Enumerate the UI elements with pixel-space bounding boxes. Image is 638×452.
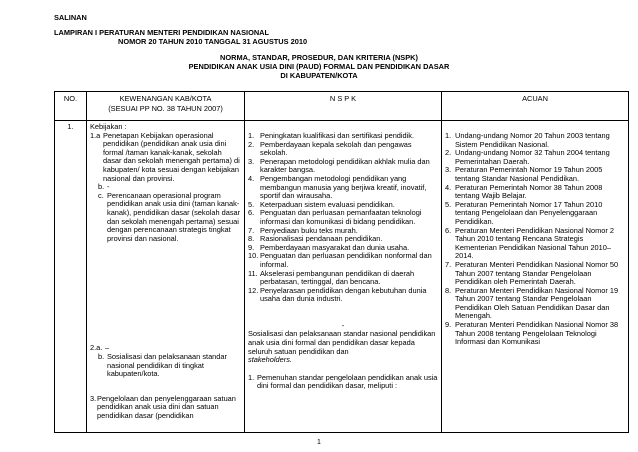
list-item (445, 227, 625, 261)
table-header-row (55, 92, 629, 121)
item-number: 6. (248, 208, 255, 218)
nspk-stakeholders: stakeholders. (248, 355, 292, 365)
nspk-dash: - (341, 320, 345, 330)
list-item (248, 252, 438, 269)
nspk-cell (245, 121, 442, 433)
item-text: Penguatan dan perluasan pemanfaatan teknologi informasi dan komunikasi di bidang pendidikan. (260, 208, 422, 226)
item-number: 2.a. (90, 343, 103, 353)
item-text: Peraturan Menteri Pendidikan Nasional Nomor 38 Tahun 2008 tentang Pengelolaan Teknologi Informasi dan Komunikasi (455, 320, 619, 347)
col-header-nspk: N S P K (245, 92, 442, 121)
item-text: Pemberdayaan kepala sekolah dan pengawas sekolah. (260, 139, 412, 158)
item-number: b. (98, 182, 105, 192)
kebijakan-label: Kebijakan : (90, 122, 127, 131)
item-text: Pemenuhan standar pengelolaan pendidikan anak usia dini formal dan pendidikan dasar, meliputi : (257, 372, 438, 391)
item-number: 9. (248, 242, 255, 252)
item-text: Rasionalisasi pendanaan pendidikan. (260, 234, 383, 244)
list-item (445, 132, 625, 149)
item-number: 12. (248, 285, 259, 295)
item-text: Peraturan Pemerintah Nomor 17 Tahun 2010 tentang Pengelolaan dan Penyelenggaraan Pendidikan. (455, 199, 603, 226)
nspk-item-pemenuhan (248, 374, 438, 391)
item-number: b. (98, 351, 105, 361)
item-text: Penerapan metodologi pendidikan akhlak mulia dan karakter bangsa. (260, 156, 430, 175)
item-number: 3. (445, 165, 452, 175)
doc-title-1: NORMA, STANDAR, PROSEDUR, DAN KRITERIA (NSPK) (220, 53, 418, 62)
nspk-list (248, 132, 438, 304)
salinan-label: SALINAN (54, 13, 87, 22)
col-header-no: NO. (55, 92, 87, 121)
kewenangan-cell (87, 121, 245, 433)
item-number: 1. (248, 131, 255, 140)
item-text: Undang-undang Nomor 32 Tahun 2004 tentang Pemerintahan Daerah. (455, 148, 610, 166)
lampiran-line-2: NOMOR 20 TAHUN 2010 TANGGAL 31 AGUSTUS 2010 (118, 37, 308, 46)
item-text: Peraturan Menteri Pendidikan Nasional Nomor 50 Tahun 2007 tentang Standar Pengelolaan Pendidikan oleh Pemerintah Daerah. (455, 259, 619, 287)
col-header-kewenangan-line2: (SESUAI PP NO. 38 TAHUN 2007) (108, 104, 223, 113)
list-item (445, 321, 625, 347)
item-number: 1.a (90, 130, 101, 140)
item-number: 8. (445, 285, 452, 295)
item-text: Pengembangan metodologi pendidikan yang membangun manusia yang berjiwa kreatif, inovatif, sportif dan wirausaha. (260, 173, 427, 201)
item-text: Penyediaan buku teks murah. (260, 225, 358, 235)
acuan-cell (442, 121, 629, 433)
item-number: 10. (248, 251, 259, 261)
item-text: Peraturan Menteri Pendidikan Nasional Nomor 2 Tahun 2010 tentang Rencana Strategis Kementerian Pendidikan Nasional Tahun 2010–2014. (455, 225, 614, 261)
list-item (445, 287, 625, 321)
kewenangan-item-1a (90, 132, 241, 184)
kewenangan-item-3 (90, 395, 241, 421)
item-text: Pengelolaan dan penyelenggaraan satuan pendidikan anak usia dini dan satuan pendidikan dasar (pendidikan (97, 393, 236, 420)
item-number: 1. (445, 131, 452, 140)
list-item (248, 209, 438, 226)
item-text: – (105, 343, 110, 353)
col-header-kewenangan (87, 92, 245, 121)
item-text: - (107, 182, 110, 192)
acuan-list (445, 132, 625, 347)
item-number: 1. (248, 372, 255, 382)
list-item (445, 261, 625, 287)
item-number: 7. (248, 225, 255, 235)
item-text: Peraturan Menteri Pendidikan Nasional Nomor 19 Tahun 2007 tentang Standar Pengelolaan Pendidikan Oleh Satuan Pendidikan Dasar dan Menengah. (455, 285, 619, 321)
lampiran-line-1: LAMPIRAN I PERATURAN MENTERI PENDIDIKAN NASIONAL (54, 28, 270, 37)
page-number: 1 (317, 439, 321, 446)
table-row (55, 121, 629, 433)
list-item (445, 184, 625, 201)
item-number: 3. (248, 156, 255, 166)
list-item (248, 141, 438, 158)
item-number: 4. (445, 182, 452, 192)
nspk-sosialisasi: Sosialisasi dan pelaksanaan standar nasional pendidikan anak usia dini formal dan pendidikan dasar kepada seluruh satuan pendidikan dan (248, 329, 436, 356)
item-text: Peraturan Pemerintah Nomor 38 Tahun 2008 tentang Wajib Belajar. (455, 182, 603, 201)
item-number: 9. (445, 320, 452, 330)
item-text: Penyelarasan pendidikan dengan kebutuhan dunia usaha dan dunia industri. (260, 285, 427, 304)
item-number: 6. (445, 225, 452, 235)
list-item (248, 287, 438, 304)
list-item (248, 175, 438, 201)
item-text: Perencanaan operasional program pendidikan anak usia dini (taman kanak-kanak), pendidikan dasar (sekolah dasar dan sekolah menengah pertama) sesuai dengan perencanaan strategis tingkat provinsi dan nasional. (107, 190, 241, 243)
list-item (445, 201, 625, 227)
item-text: Keterpaduan sistem evaluasi pendidikan. (260, 199, 395, 209)
row-number: 1. (55, 121, 87, 433)
list-item (445, 166, 625, 183)
kewenangan-item-2b (90, 353, 241, 379)
item-number: 2. (445, 148, 452, 158)
doc-title-3: DI KABUPATEN/KOTA (280, 71, 358, 80)
item-number: 8. (248, 234, 255, 244)
kewenangan-item-1c (90, 192, 241, 244)
list-item (445, 149, 625, 166)
col-header-acuan: ACUAN (442, 92, 629, 121)
item-number: 7. (445, 259, 452, 269)
doc-title-2: PENDIDIKAN ANAK USIA DINI (PAUD) FORMAL DAN PENDIDIKAN DASAR (188, 62, 450, 71)
list-item (248, 158, 438, 175)
item-text: Pemberdayaan masyarakat dan dunia usaha. (260, 242, 410, 252)
item-number: 4. (248, 173, 255, 183)
col-header-kewenangan-line1: KEWENANGAN KAB/KOTA (119, 94, 212, 103)
item-text: Undang-undang Nomor 20 Tahun 2003 tentang Sistem Pendidikan Nasional. (455, 131, 610, 149)
list-item (248, 270, 438, 287)
nspk-table (54, 91, 629, 433)
item-text: Peningkatan kualifikasi dan sertifikasi pendidik. (260, 131, 415, 140)
item-number: 3. (90, 393, 97, 403)
item-text: Akselerasi pembangunan pendidikan di daerah perbatasan, tertinggal, dan bencana. (260, 268, 415, 287)
item-text: Peraturan Pemerintah Nomor 19 Tahun 2005 tentang Standar Nasional Pendidikan. (455, 165, 603, 183)
item-number: 5. (248, 199, 255, 209)
item-number: c. (98, 190, 104, 200)
item-text: Penguatan dan perluasan pendidikan nonformal dan informal. (260, 251, 432, 269)
item-number: 2. (248, 139, 255, 149)
item-text: Penetapan Kebijakan operasional pendidikan (pendidikan anak usia dini formal /taman kanak-kanak, sekolah dasar dan sekolah menengah pertama) di kabupaten/ kota sesuai dengan kebijakan nasional dan provinsi. (103, 130, 240, 183)
item-text: Sosialisasi dan pelaksanaan standar nasional pendidikan di tingkat kabupaten/kota. (107, 351, 227, 379)
item-number: 5. (445, 199, 452, 209)
item-number: 11. (248, 268, 258, 278)
